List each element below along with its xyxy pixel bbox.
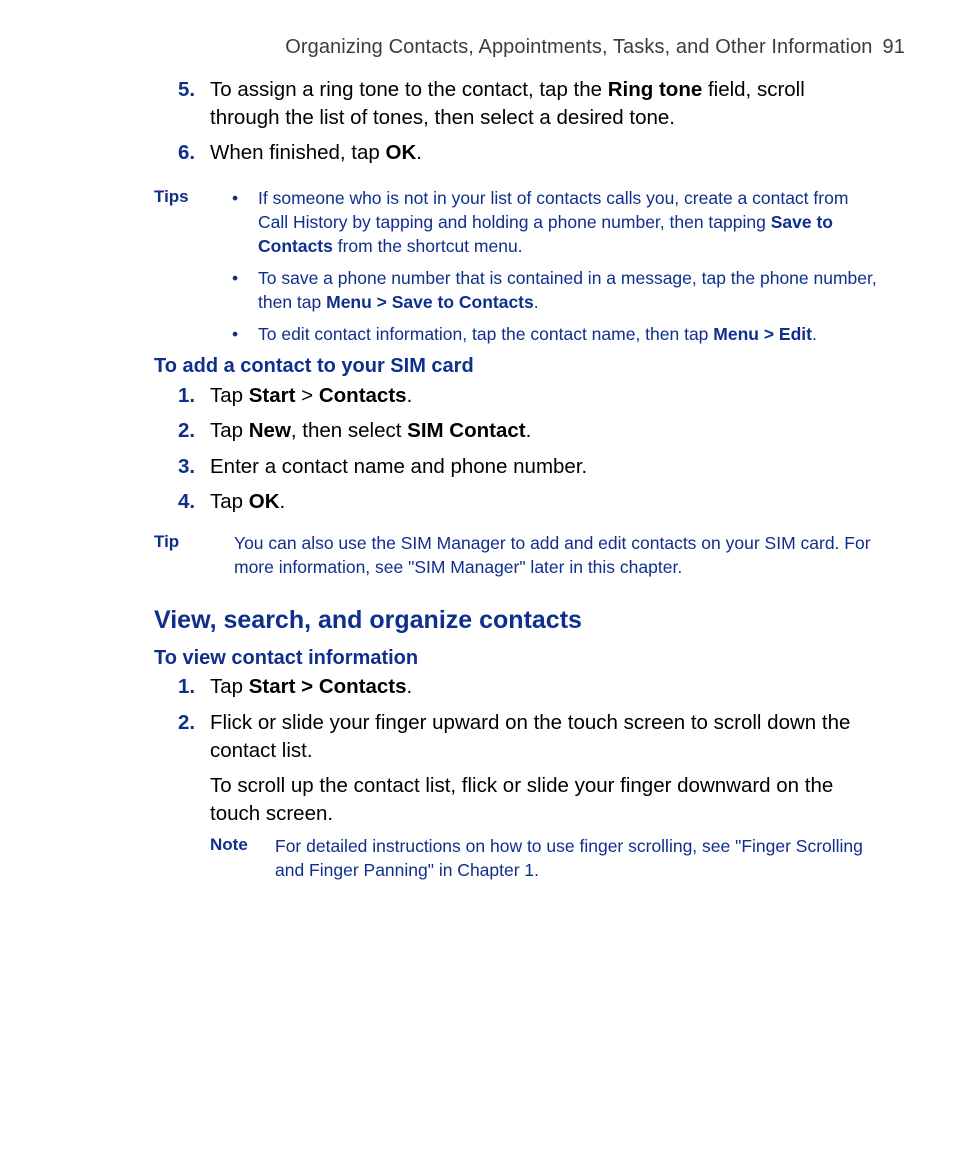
note-label: Note: [210, 835, 248, 854]
view-step-2: [178, 709, 858, 765]
step-6: [178, 139, 878, 167]
tip-item: • If someone who is not in your list of contacts calls you, create a contact from Call History by tapping and holding a phone number, then tapping Save to Contacts from the shortcut menu.: [232, 188, 849, 256]
sim-step-4: [178, 488, 878, 516]
step-number: 5.: [178, 78, 196, 101]
step-5: [178, 76, 878, 132]
tips-label: Tips: [154, 187, 189, 206]
view-step-1: [178, 673, 878, 701]
step-number: 1.: [178, 675, 196, 698]
subheading-view: To view contact information: [154, 647, 419, 669]
running-header: [285, 36, 905, 59]
tip-item: • To edit contact information, tap the contact name, then tap Menu > Edit.: [232, 324, 817, 344]
subheading-sim: To add a contact to your SIM card: [154, 355, 474, 377]
bullet-icon: •: [232, 188, 239, 208]
view-paragraph: [178, 772, 878, 828]
step-number: 2.: [178, 419, 196, 442]
step-number: 2.: [178, 711, 196, 734]
step-number: 3.: [178, 455, 196, 478]
sim-step-2: [178, 417, 878, 445]
step-text: Tap OK.: [210, 490, 286, 513]
step-text: Tap Start > Contacts.: [210, 675, 413, 698]
step-text: Enter a contact name and phone number.: [210, 455, 588, 478]
sim-step-3: [178, 453, 878, 481]
bullet-icon: •: [232, 268, 239, 288]
tip-label: Tip: [154, 532, 180, 551]
tip-text: You can also use the SIM Manager to add and edit contacts on your SIM card. For more information, see "SIM Manager" later in this chapter.: [234, 533, 871, 577]
step-text: Flick or slide your finger upward on the touch screen to scroll down the contact list.: [210, 711, 851, 762]
sim-step-1: [178, 382, 878, 410]
step-text: To assign a ring tone to the contact, tap the Ring tone field, scroll through the list of tones, then select a desired tone.: [210, 78, 805, 129]
step-text: Tap Start > Contacts.: [210, 384, 413, 407]
step-number: 1.: [178, 384, 196, 407]
tip-item: • To save a phone number that is contained in a message, tap the phone number, then tap Menu > Save to Contacts.: [232, 268, 877, 312]
step-text: When finished, tap OK.: [210, 141, 422, 164]
step-number: 4.: [178, 490, 196, 513]
bullet-icon: •: [232, 324, 239, 344]
step-text: Tap New, then select SIM Contact.: [210, 419, 532, 442]
section-title: View, search, and organize contacts: [154, 606, 582, 634]
note-text: For detailed instructions on how to use finger scrolling, see "Finger Scrolling and Finger Panning" in Chapter 1.: [275, 836, 863, 880]
header-title: Organizing Contacts, Appointments, Tasks, and Other Information: [285, 36, 873, 58]
step-number: 6.: [178, 141, 196, 164]
paragraph-text: To scroll up the contact list, flick or slide your finger downward on the touch screen.: [210, 774, 834, 825]
page-number: 91: [882, 36, 905, 58]
